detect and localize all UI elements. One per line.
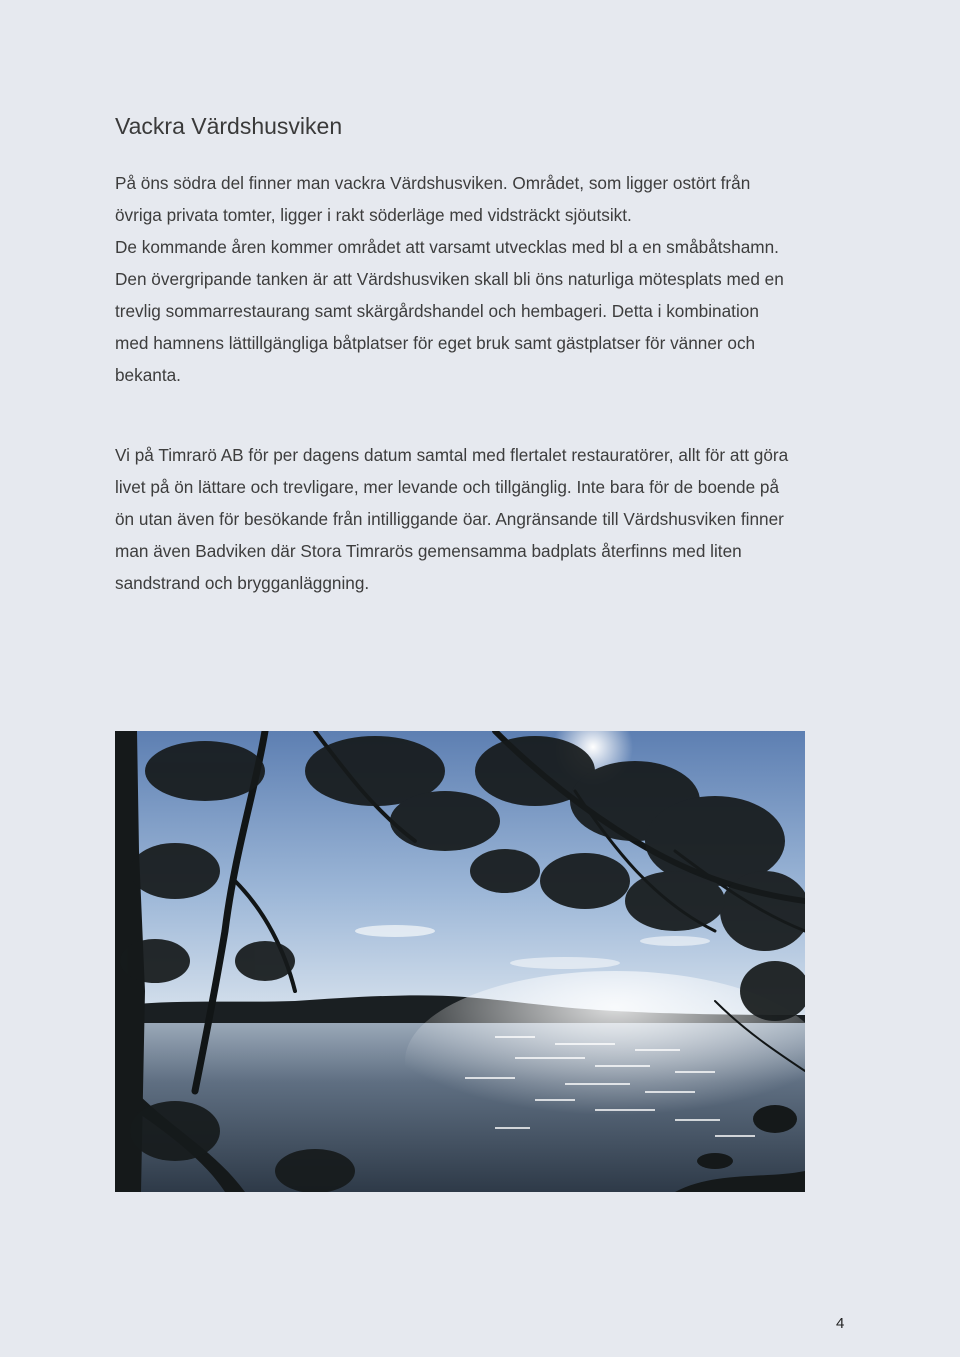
paragraph-2 [115, 439, 860, 599]
paragraph-line: trevlig sommarrestaurang samt skärgårdshandel och hembageri. Detta i kombination [115, 301, 759, 321]
paragraph-line: På öns södra del finner man vackra Värdshusviken. Området, som ligger ostört från [115, 173, 751, 193]
paragraph-line: ön utan även för besökande från intilliggande öar. Angränsande till Värdshusviken finner [115, 509, 784, 529]
page-title: Vackra Värdshusviken [115, 113, 343, 139]
paragraph-line: sandstrand och brygganläggning. [115, 573, 370, 593]
paragraph-line: med hamnens lättillgängliga båtplatser för eget bruk samt gästplatser för vänner och [115, 333, 756, 353]
page-number: 4 [836, 1315, 845, 1332]
paragraph-1 [115, 167, 860, 391]
paragraph-line: man även Badviken där Stora Timrarös gemensamma badplats återfinns med liten [115, 541, 742, 561]
paragraph-line: livet på ön lättare och trevligare, mer levande och tillgänglig. Inte bara för de boende på [115, 477, 780, 497]
lake-photo [115, 731, 805, 1192]
paragraph-line: De kommande åren kommer området att varsamt utvecklas med bl a en småbåtshamn. [115, 237, 779, 257]
lake-photo-illustration [115, 731, 805, 1192]
paragraph-line: bekanta. [115, 365, 181, 385]
paragraph-line: Den övergripande tanken är att Värdshusviken skall bli öns naturliga mötesplats med en [115, 269, 784, 289]
paragraph-line: Vi på Timrarö AB för per dagens datum samtal med flertalet restauratörer, allt för att göra [115, 445, 789, 465]
paragraph-line: övriga privata tomter, ligger i rakt söderläge med vidsträckt sjöutsikt. [115, 205, 632, 225]
